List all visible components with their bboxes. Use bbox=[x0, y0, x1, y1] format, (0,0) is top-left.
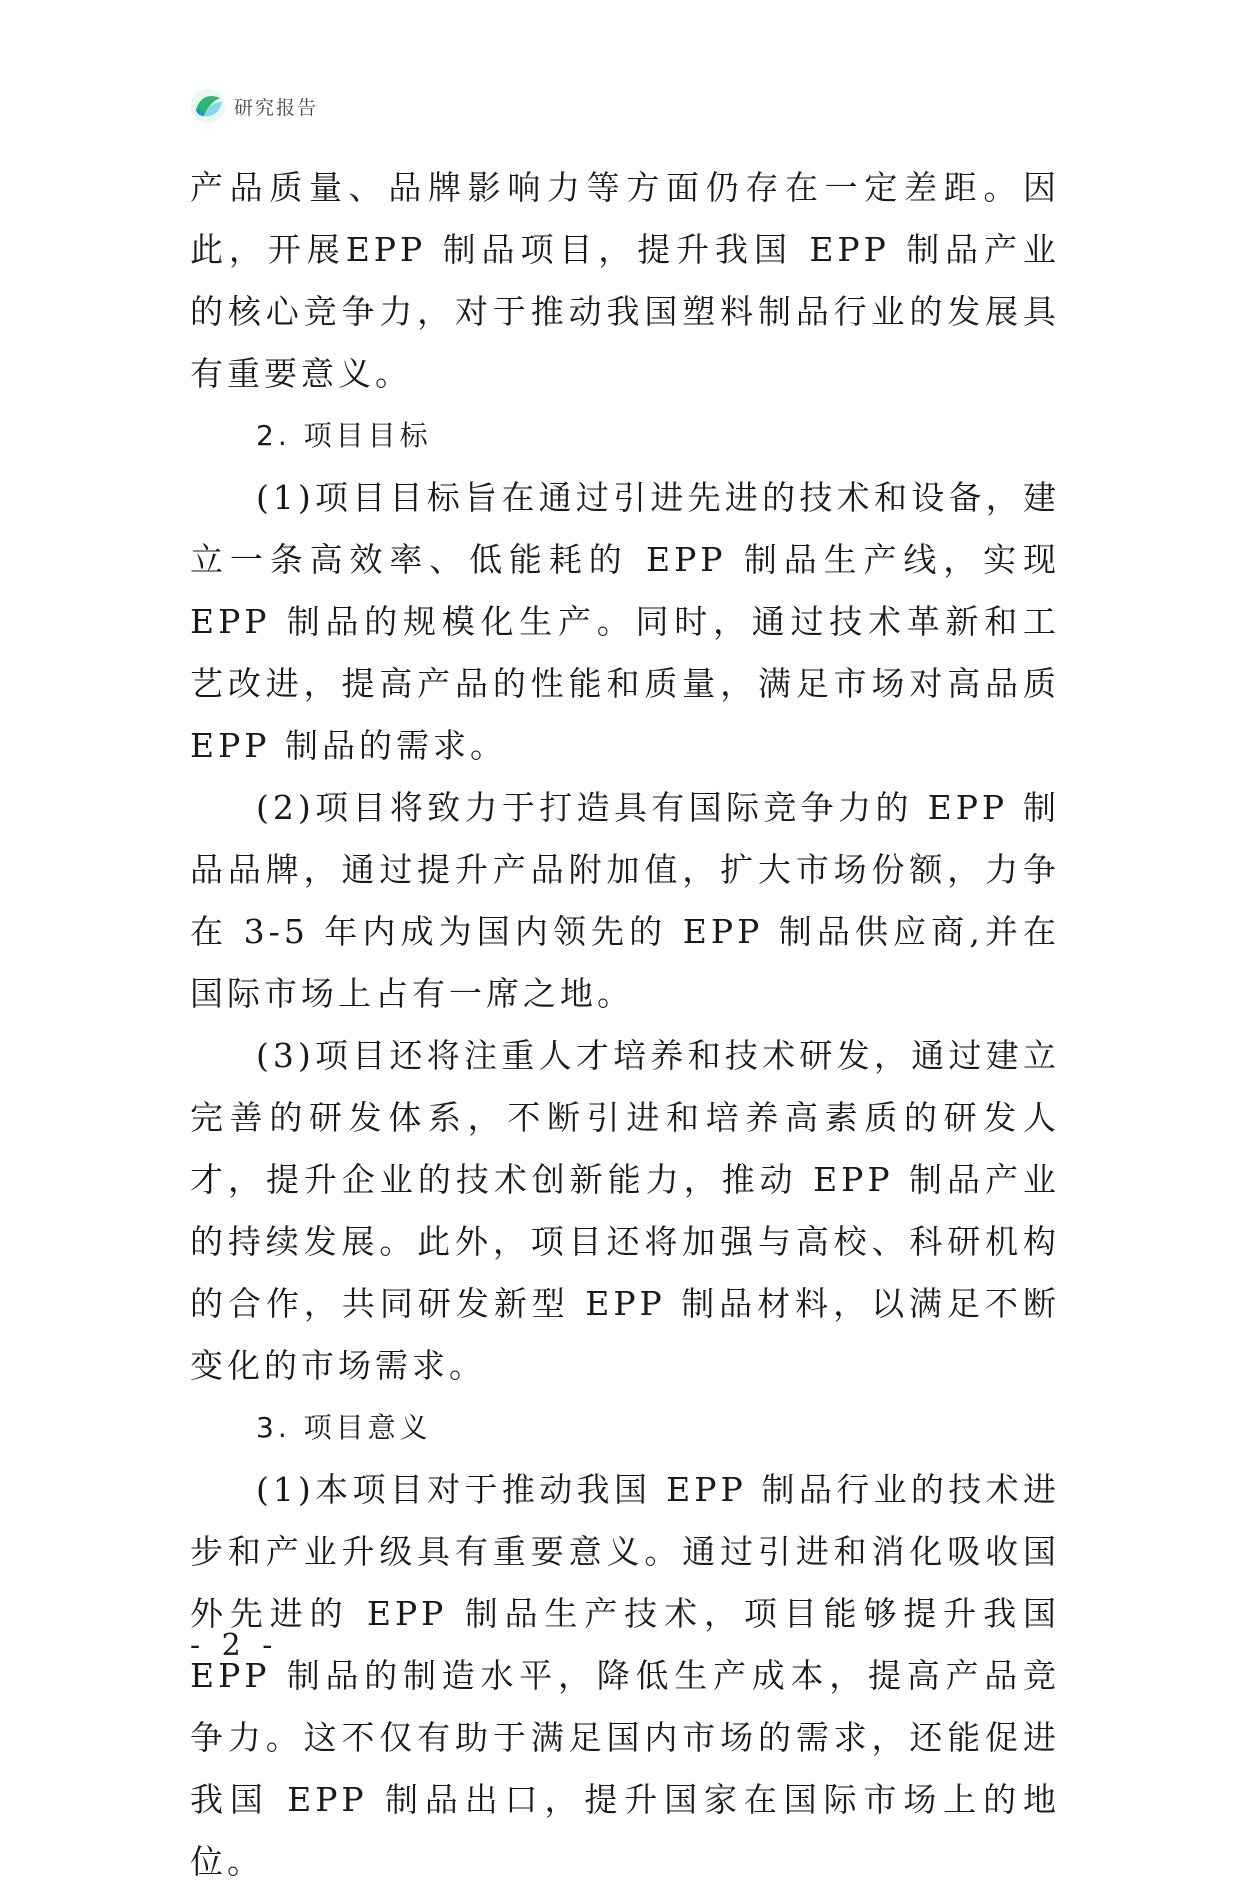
paragraph-significance-1: (1)本项目对于推动我国 EPP 制品行业的技术进步和产业升级具有重要意义。通过引进和消化吸收国外先进的 EPP 制品生产技术，项目能够提升我国 EPP 制品的制造水平，降低生产成本，提高产品竞争力。这不仅有助于满足国内市场的需求，还能促进我国 EPP 制品出口，提升国家在国际市场上的地位。 bbox=[190, 1470, 1060, 1881]
leaf-logo-icon bbox=[190, 88, 226, 124]
paragraph-goal-3: (3)项目还将注重人才培养和技术研发，通过建立完善的研发体系，不断引进和培养高素质的研发人才，提升企业的技术创新能力，推动 EPP 制品产业的持续发展。此外，项目还将加强与高校、科研机构的合作，共同研发新型 EPP 制品材料，以满足不断变化的市场需求。 bbox=[190, 1036, 1060, 1385]
section-heading-significance: 3. 项目意义 bbox=[256, 1411, 432, 1444]
document-body bbox=[190, 157, 1060, 1893]
page-number: - 2 - bbox=[190, 1628, 279, 1663]
page-header bbox=[190, 86, 318, 126]
paragraph-goal-1: (1)项目目标旨在通过引进先进的技术和设备，建立一条高效率、低能耗的 EPP 制品生产线，实现 EPP 制品的规模化生产。同时，通过技术革新和工艺改进，提高产品的性能和质量，满足市场对高品质 EPP 制品的需求。 bbox=[190, 478, 1060, 765]
paragraph-goal-2: (2)项目将致力于打造具有国际竞争力的 EPP 制品品牌，通过提升产品附加值，扩大市场份额，力争在 3-5 年内成为国内领先的 EPP 制品供应商,并在国际市场上占有一席之地。 bbox=[190, 788, 1060, 1013]
header-title: 研究报告 bbox=[234, 96, 319, 119]
section-heading-goals: 2. 项目目标 bbox=[256, 419, 432, 452]
paragraph-continuation: 产品质量、品牌影响力等方面仍存在一定差距。因此，开展EPP 制品项目，提升我国 EPP 制品产业的核心竞争力，对于推动我国塑料制品行业的发展具有重要意义。 bbox=[190, 168, 1060, 393]
